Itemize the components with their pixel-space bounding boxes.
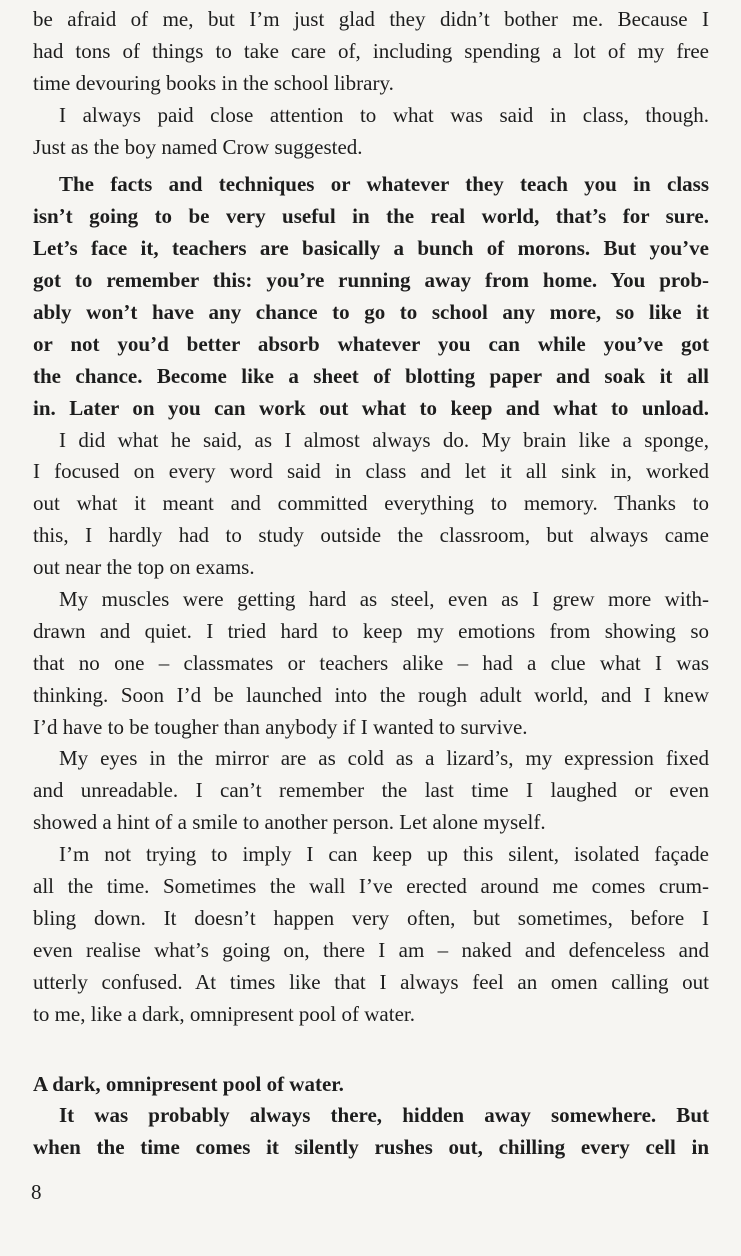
text-line: My eyes in the mirror are as cold as a lizard’s, my expression fixed bbox=[59, 746, 709, 771]
text-line: or not you’d better absorb whatever you can while you’ve got bbox=[33, 331, 709, 356]
text-line: and unreadable. I can’t remember the last time I laughed or even bbox=[33, 778, 709, 803]
bold-heading-line bbox=[33, 1069, 709, 1101]
text-line: thinking. Soon I’d be launched into the rough adult world, and I knew bbox=[33, 682, 709, 707]
text-line: I’d have to be tougher than anybody if I wanted to survive. bbox=[33, 714, 528, 739]
text-line: I focused on every word said in class and let it all sink in, worked bbox=[33, 459, 709, 484]
text-line: had tons of things to take care of, including spending a lot of my free bbox=[33, 38, 709, 63]
text-line: isn’t going to be very useful in the real world, that’s for sure. bbox=[33, 204, 709, 229]
text-line: the chance. Become like a sheet of blotting paper and soak it all bbox=[33, 363, 709, 388]
text-line: be afraid of me, but I’m just glad they didn’t bother me. Because I bbox=[33, 7, 709, 31]
text-line: time devouring books in the school library. bbox=[33, 70, 394, 95]
text-line: to me, like a dark, omnipresent pool of water. bbox=[33, 1001, 415, 1026]
text-line: out near the top on exams. bbox=[33, 555, 255, 580]
text-line: Just as the boy named Crow suggested. bbox=[33, 134, 363, 159]
text-line: showed a hint of a smile to another person. Let alone myself. bbox=[33, 810, 546, 835]
text-line: this, I hardly had to study outside the classroom, but always came bbox=[33, 523, 709, 548]
body-text bbox=[33, 4, 709, 1164]
paragraph bbox=[33, 743, 709, 839]
text-line: that no one – classmates or teachers alike – had a clue what I was bbox=[33, 650, 709, 675]
text-line: A dark, omnipresent pool of water. bbox=[33, 1071, 344, 1096]
text-line: My muscles were getting hard as steel, even as I grew more with- bbox=[59, 587, 709, 612]
paragraph bbox=[33, 425, 709, 584]
text-line: all the time. Sometimes the wall I’ve erected around me comes crum- bbox=[33, 874, 709, 899]
paragraph bbox=[33, 839, 709, 1030]
section-break bbox=[33, 1031, 709, 1069]
text-line: It was probably always there, hidden away somewhere. But bbox=[59, 1103, 709, 1128]
text-line: I always paid close attention to what was said in class, though. bbox=[59, 102, 709, 127]
paragraph bbox=[33, 4, 709, 100]
text-line: ably won’t have any chance to go to school any more, so like it bbox=[33, 300, 709, 325]
paragraph bbox=[33, 100, 709, 164]
crow-paragraph bbox=[33, 1100, 709, 1164]
text-line: drawn and quiet. I tried hard to keep my emotions from showing so bbox=[33, 618, 709, 643]
text-line: got to remember this: you’re running away from home. You prob- bbox=[33, 268, 709, 293]
page-number: 8 bbox=[31, 1180, 42, 1204]
text-line: The facts and techniques or whatever they teach you in class bbox=[59, 172, 709, 197]
text-line: even realise what’s going on, there I am – naked and defenceless and bbox=[33, 937, 709, 962]
text-line: bling down. It doesn’t happen very often, but sometimes, before I bbox=[33, 905, 709, 930]
text-line: when the time comes it silently rushes out, chilling every cell in bbox=[33, 1135, 709, 1160]
text-line: out what it meant and committed everything to memory. Thanks to bbox=[33, 491, 709, 516]
text-line: utterly confused. At times like that I always feel an omen calling out bbox=[33, 969, 709, 994]
text-line: I’m not trying to imply I can keep up this silent, isolated façade bbox=[59, 842, 709, 867]
crow-paragraph bbox=[33, 169, 709, 424]
text-line: Let’s face it, teachers are basically a bunch of morons. But you’ve bbox=[33, 236, 709, 261]
text-line: I did what he said, as I almost always do. My brain like a sponge, bbox=[59, 427, 709, 452]
paragraph bbox=[33, 584, 709, 743]
text-line: in. Later on you can work out what to keep and what to unload. bbox=[33, 395, 709, 420]
